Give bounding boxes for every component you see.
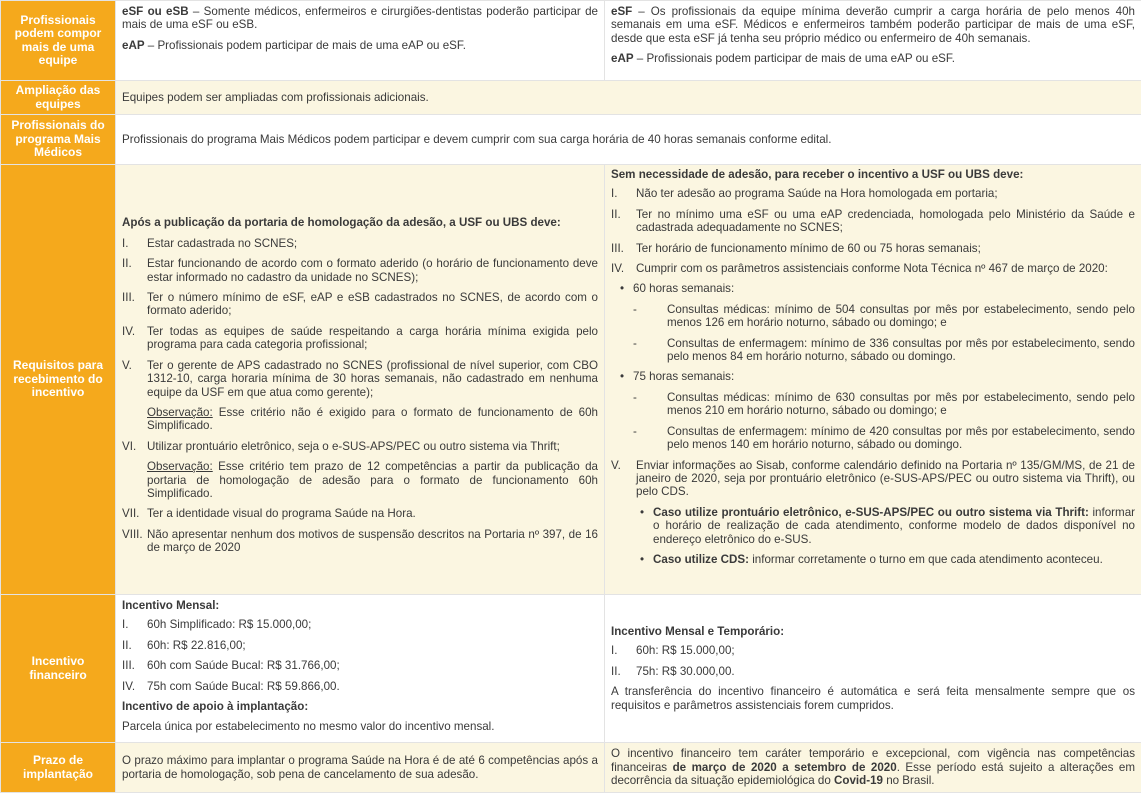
row-label: Incentivo financeiro xyxy=(1,595,116,743)
row-prazo xyxy=(1,743,1141,793)
cell-right xyxy=(605,595,1141,743)
list-item: VII. Ter a identidade visual do programa Saúde na Hora. xyxy=(122,507,416,521)
row-ampliacao xyxy=(1,81,1141,115)
list-item: V. Ter o gerente de APS cadastrado no SCNES (profissional de nível superior, com CBO 1312-10, carga horaria mínima de 30 horas semanais, não cadastrado em nenhuma equipe da USF em que atua como gerente); xyxy=(122,358,598,399)
list-item: I. Não ter adesão ao programa Saúde na Hora homologada em portaria; xyxy=(611,187,998,201)
list-item: III. 60h com Saúde Bucal: R$ 31.766,00; xyxy=(122,659,340,673)
dash-item: - Consultas médicas: mínimo de 630 consultas por mês por estabelecimento, sendo pelo menos 210 em horário noturno, sábado ou domingo; e xyxy=(633,390,1135,418)
list-item: II. Estar funcionando de acordo com o formato aderido (o horário de funcionamento deve estar informado no cadastro da unidade no SCNES); xyxy=(122,257,598,284)
row-label: Requisitos para recebimento do incentivo xyxy=(1,165,116,595)
list-item: III. Ter o número mínimo de eSF, eAP e eSB cadastrados no SCNES, de acordo com o formato aderido; xyxy=(122,291,598,318)
section-heading: Incentivo Mensal: xyxy=(122,599,220,612)
list-item: I. 60h: R$ 15.000,00; xyxy=(611,644,735,658)
list-item: II. Ter no mínimo uma eSF ou uma eAP credenciada, homologada pelo Ministério da Saúde e cadastrada adequadamente no SCNES; xyxy=(611,207,1135,235)
observation: Observação: Esse critério tem prazo de 12 competências a partir da publicação da portaria de homologação de adesão para o formato de funcionamento 60h Simplificado. xyxy=(147,460,598,500)
dash-item: - Consultas de enfermagem: mínimo de 336 consultas por mês por estabelecimento, sendo pelo menos 84 em horário noturno, sábado ou domingo. xyxy=(633,336,1135,364)
term: eSF ou eSB xyxy=(122,5,189,18)
cell-right: O incentivo financeiro tem caráter temporário e excepcional, com vigência nas competências financeiras de março de 2020 a setembro de 2020. Esse período está sujeito a alterações em decorrência da situação epidemiológica do Covid-19 no Brasil. xyxy=(605,743,1141,793)
section-heading: Incentivo Mensal e Temporário: xyxy=(611,624,785,638)
observation: Observação: Esse critério não é exigido para o formato de funcionamento de 60h Simplificado. xyxy=(147,405,598,433)
list-item: IV. Cumprir com os parâmetros assistenciais conforme Nota Técnica nº 467 de março de 2020: xyxy=(611,262,1108,276)
list-item: II. 60h: R$ 22.816,00; xyxy=(122,638,246,652)
cell-text: – Profissionais podem participar de mais de uma eAP ou eSF. xyxy=(633,52,955,66)
cell-text: A transferência do incentivo financeiro é automática e será feita mensalmente sempre que os requisitos e parâmetros assistenciais forem cumpridos. xyxy=(611,685,1135,712)
bullet-item: • Caso utilize CDS: informar corretamente o turno em que cada atendimento aconteceu. xyxy=(639,552,1103,566)
list-item: VI. Utilizar prontuário eletrônico, seja o e-SUS-APS/PEC ou outro sistema via Thrift; xyxy=(122,439,560,453)
bullet-item: • 60 horas semanais: xyxy=(619,282,735,296)
dash-item: - Consultas médicas: mínimo de 504 consultas por mês por estabelecimento, sendo pelo menos 126 em horário noturno, sábado ou domingo; e xyxy=(633,302,1135,330)
cell-text: – Os profissionais da equipe mínima deverão cumprir a carga horária de pelo menos 40h semanais em uma eSF. Médicos e enfermeiros também poderão participar de mais de uma eSF, desde que esta eSF já tenha seu próprio médico ou enfermeiro de 40h semanais. xyxy=(611,5,1135,45)
term: eAP xyxy=(122,38,145,52)
list-item: I. Estar cadastrada no SCNES; xyxy=(122,236,298,250)
row-incentivo xyxy=(1,595,1141,743)
list-item: VIII. Não apresentar nenhum dos motivos de suspensão descritos na Portaria nº 397, de 16 de março de 2020 xyxy=(122,527,598,555)
term: eAP xyxy=(611,52,634,66)
cell-text: – Profissionais podem participar de mais de uma eAP ou eSF. xyxy=(144,38,466,52)
row-mais-medicos xyxy=(1,115,1141,165)
cell-right xyxy=(605,1,1141,81)
cell-text: Parcela única por estabelecimento no mesmo valor do incentivo mensal. xyxy=(122,720,495,734)
row-label: Ampliação das equipes xyxy=(1,81,116,115)
dash-item: - Consultas de enfermagem: mínimo de 420 consultas por mês por estabelecimento, sendo pelo menos 140 em horário noturno, sábado ou domingo. xyxy=(633,424,1135,452)
section-heading: Incentivo de apoio à implantação: xyxy=(122,700,309,714)
cell-left xyxy=(116,595,605,743)
row-requisitos xyxy=(1,165,1141,595)
cell-right xyxy=(605,165,1141,595)
cell-text: Profissionais do programa Mais Médicos podem participar e devem cumprir com sua carga horária de 40 horas semanais conforme edital. xyxy=(116,115,1141,165)
requirements-list xyxy=(122,237,598,399)
requirements-list xyxy=(611,187,1135,275)
amount-list xyxy=(122,618,598,693)
list-item: V. Enviar informações ao Sisab, conforme calendário definido na Portaria nº 135/GM/MS, de 21 de janeiro de 2020, seja por prontuário eletrônico (e-SUS-APS/PEC ou outro sistema via Thrift), ou pelo CDS. xyxy=(611,458,1135,499)
row-label: Profissionais podem compor mais de uma equipe xyxy=(1,1,116,81)
term: eSF xyxy=(611,5,633,18)
cell-left: O prazo máximo para implantar o programa Saúde na Hora é de até 6 competências após a portaria de homologação, sob pena de cancelamento de sua adesão. xyxy=(116,743,605,793)
row-profissionais xyxy=(1,1,1141,81)
section-heading: Após a publicação da portaria de homologação da adesão, a USF ou UBS deve: xyxy=(122,216,561,230)
list-item: III. Ter horário de funcionamento mínimo de 60 ou 75 horas semanais; xyxy=(611,241,981,255)
bullet-item: • Caso utilize prontuário eletrônico, e-SUS-APS/PEC ou outro sistema via Thrift: informar o horário de realização de cada atendimento, conforme modelo de dados disponível no endereço eletrônico do e-SUS. xyxy=(639,505,1136,546)
amount-list xyxy=(611,644,1135,678)
cell-text: – Somente médicos, enfermeiros e cirurgiões-dentistas poderão participar de mais de uma eSF ou eSB. xyxy=(122,5,598,32)
list-item: IV. Ter todas as equipes de saúde respeitando a carga horária mínima exigida pelo programa para cada categoria profissional; xyxy=(122,324,598,352)
row-label: Profissionais do programa Mais Médicos xyxy=(1,115,116,165)
bullet-item: • 75 horas semanais: xyxy=(619,370,735,384)
list-item: II. 75h: R$ 30.000,00. xyxy=(611,664,735,678)
cell-text: Equipes podem ser ampliadas com profissionais adicionais. xyxy=(116,81,1141,115)
row-label: Prazo de implantação xyxy=(1,743,116,793)
section-heading: Sem necessidade de adesão, para receber o incentivo a USF ou UBS deve: xyxy=(611,168,1024,181)
list-item: I. 60h Simplificado: R$ 15.000,00; xyxy=(122,618,312,632)
cell-left xyxy=(116,1,605,81)
list-item: IV. 75h com Saúde Bucal: R$ 59.866,00. xyxy=(122,679,340,693)
cell-left xyxy=(116,165,605,595)
